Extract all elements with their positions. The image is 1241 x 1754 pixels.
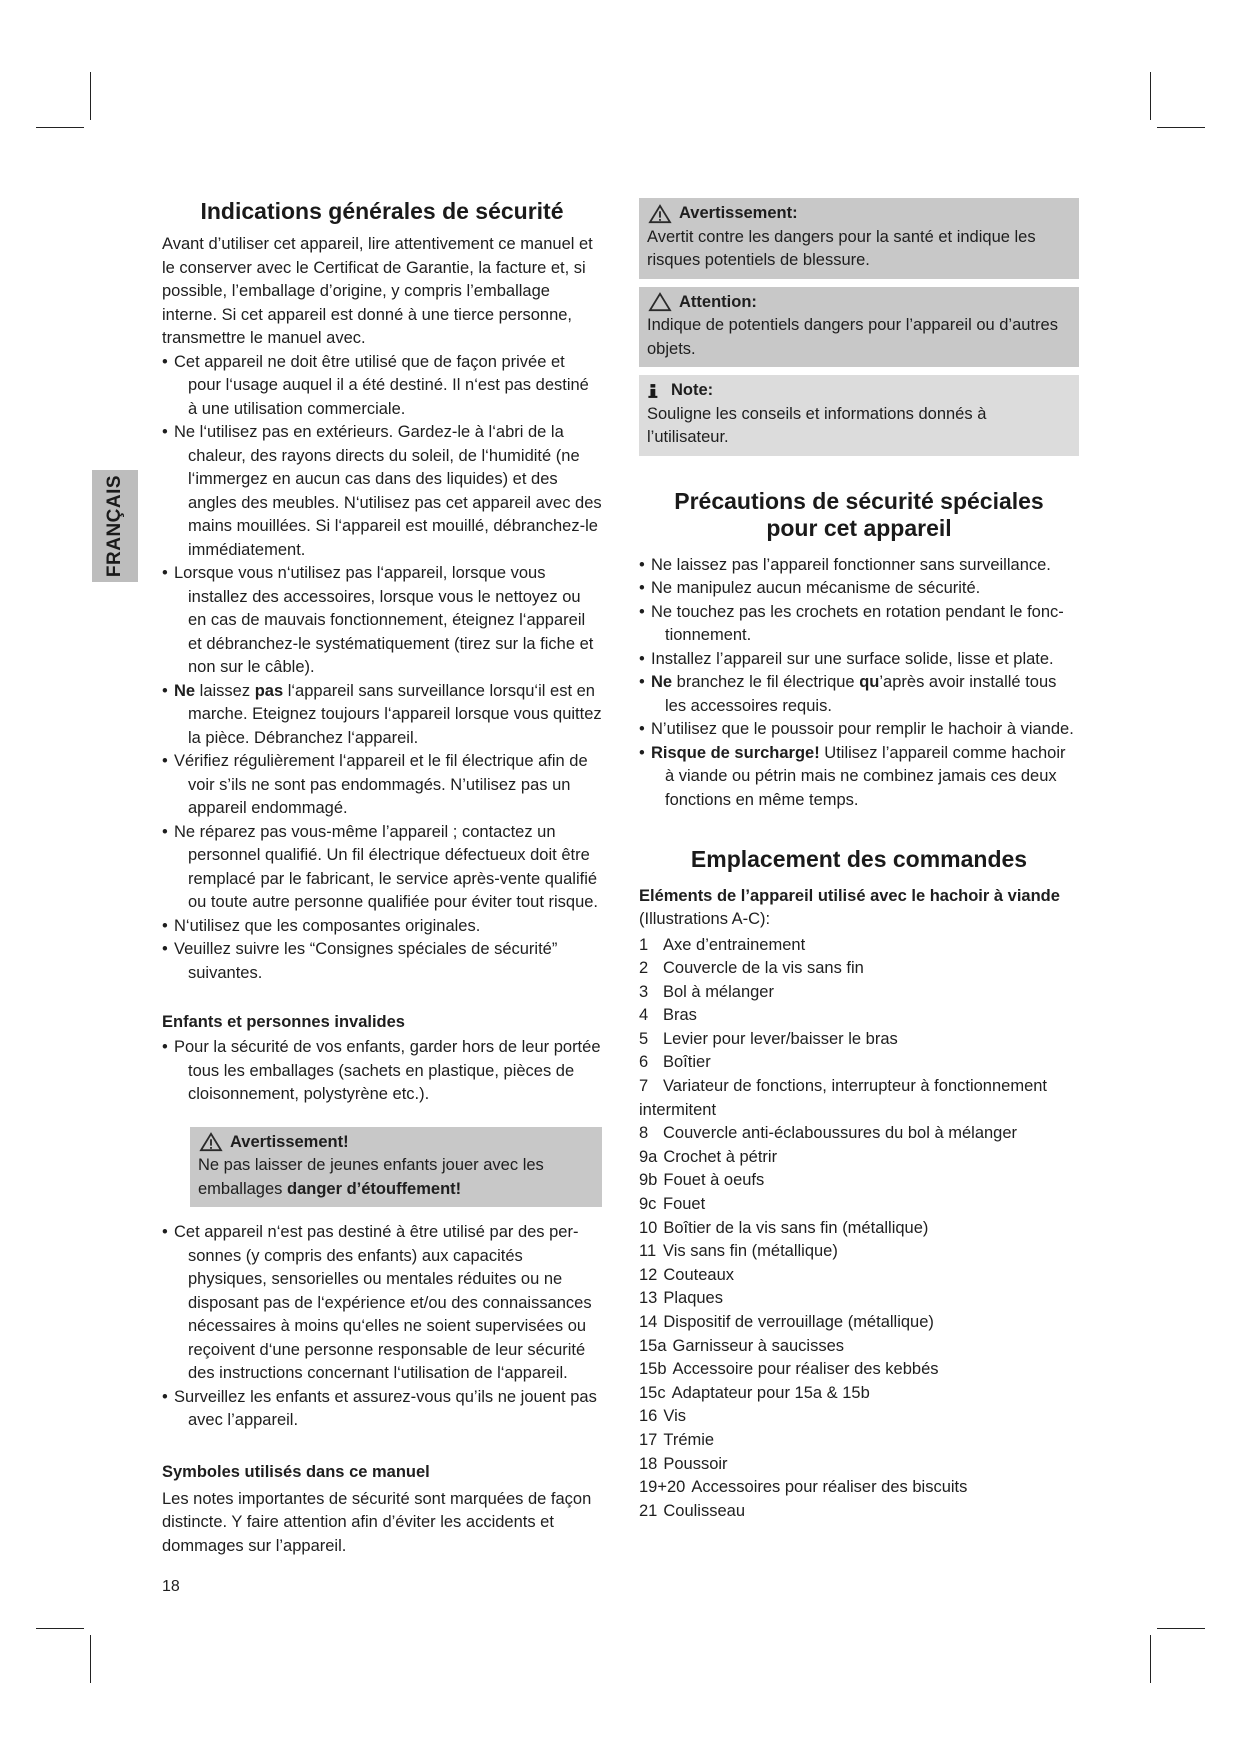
part-label: Bras: [663, 1006, 697, 1025]
children-warning-box: [190, 1127, 602, 1208]
elements-sub: (Illustrations A-C):: [639, 910, 771, 928]
part-number: 10: [639, 1218, 658, 1237]
part-item: [639, 1240, 1079, 1264]
info-icon: [647, 381, 665, 401]
part-label: Vis: [663, 1407, 686, 1426]
right-column: [639, 198, 1079, 1523]
part-label: Fouet à oeufs: [663, 1171, 765, 1190]
general-safety-title: Indications générales de sécurité: [200, 198, 564, 224]
controls-title: Emplacement des commandes: [690, 846, 1028, 872]
list-item: • Cet appareil ne doit être utilisé que de façon privée et pour l‘usage auquel il a été destiné. Il n‘est pas destiné à une utilisation commerciale.: [162, 351, 602, 422]
precautions-title: Précautions de sécurité spéciales pour cet appareil: [674, 487, 1044, 541]
part-item: [639, 1476, 1079, 1500]
legend-attention-box: [639, 287, 1079, 368]
language-tab-label: FRANÇAIS: [104, 474, 126, 578]
precautions-list: [639, 554, 1079, 813]
part-number: 13: [639, 1289, 658, 1308]
list-item: • Vérifiez régulièrement l‘appareil et le fil électrique afin de voir s’ils ne sont pas endommagés. N’utilisez pas un appareil endommagé.: [162, 750, 602, 821]
crop-mark: [36, 1628, 84, 1629]
part-label: Dispositif de verrouillage (métallique): [663, 1313, 934, 1331]
part-number: 6: [639, 1053, 649, 1072]
language-tab: [92, 470, 138, 582]
list-item: • N’utilisez que le poussoir pour remplir le hachoir à viande.: [639, 718, 1079, 742]
list-item: • Ne branchez le fil électrique qu’après avoir installé tous les accessoires requis.: [639, 671, 1079, 718]
list-item: • Ne réparez pas vous-même l’appareil ; contactez un personnel qualifié. Un fil électrique défectueux doit être remplacé par le fabricant, le service après-vente qualifié ou toute autre personne qualifiée pour éviter tout risque.: [162, 821, 602, 915]
list-item: • Ne l‘utilisez pas en extérieurs. Gardez-le à l‘abri de la chaleur, des rayons directs du soleil, de l‘humidité (ne l‘immergez en aucun cas dans des liquides) et des angles des meubles. N‘utilisez pas cet appareil avec des mains mouillées. Si l‘appareil est mouillé, débranchez-le immédiatement.: [162, 421, 602, 562]
part-label: Accessoire pour réaliser des kebbés: [672, 1360, 939, 1379]
part-label: Levier pour lever/baisser le bras: [663, 1029, 898, 1048]
list-item: • Cet appareil n‘est pas destiné à être utilisé par des personnes (y compris des enfants) aux capacités physiques, sensorielles ou mentales réduites ou ne disposant pas de l‘expérience et/ou des connaissances nécessaires à moins qu‘elles ne soient supervisées ou reçoivent d‘une personne responsable de leur sécurité des instructions concernant l‘utilisation de l‘appareil.: [162, 1221, 602, 1386]
box-text: Souligne les conseils et informations donnés à l’utilisateur.: [647, 404, 987, 446]
children-list: [162, 1036, 602, 1107]
part-item: [639, 1264, 1079, 1288]
part-number: 15c: [639, 1383, 666, 1402]
intro-paragraph: Avant d’utiliser cet appareil, lire attentivement ce manuel et le conserver avec le Certificat de Garantie, la facture et, si possible, l’emballage d’origine, y compris l’emballage interne. Si cet appareil est donné à une tierce personne, transmettre le manuel avec.: [162, 235, 593, 347]
part-item: [639, 1146, 1079, 1170]
part-label: Crochet à pétrir: [663, 1147, 778, 1166]
part-label: Accessoires pour réaliser des biscuits: [691, 1478, 968, 1497]
part-item: [639, 1217, 1079, 1241]
part-item: [639, 957, 1079, 981]
warning-icon: [647, 204, 673, 224]
box-title: Avertissement:: [679, 204, 798, 222]
part-item: [639, 1028, 1079, 1052]
part-number: 11: [639, 1242, 657, 1261]
list-item: • Ne manipulez aucun mécanisme de sécurité.: [639, 577, 1079, 601]
symbols-heading: Symboles utilisés dans ce manuel: [162, 1462, 430, 1481]
left-column: [162, 198, 602, 1558]
part-label: Couteaux: [663, 1265, 734, 1284]
part-label: Trémie: [663, 1430, 715, 1449]
part-number: 9a: [639, 1147, 658, 1166]
crop-mark: [1157, 127, 1205, 128]
part-item: [639, 1122, 1079, 1146]
list-item: • Ne laissez pas l’appareil fonctionner sans surveillance.: [639, 554, 1079, 578]
part-number: 16: [639, 1407, 658, 1426]
part-item: [639, 1075, 1079, 1122]
part-number: 21: [639, 1501, 658, 1520]
part-label: Vis sans fin (métallique): [663, 1242, 838, 1261]
part-item: [639, 1453, 1079, 1477]
part-number: 14: [639, 1313, 658, 1331]
part-label: Plaques: [663, 1289, 723, 1308]
list-item: • Surveillez les enfants et assurez-vous qu’ils ne jouent pas avec l’appareil.: [162, 1386, 602, 1433]
part-label: Coulisseau: [663, 1501, 745, 1520]
part-label: Bol à mélanger: [663, 982, 774, 1001]
part-item: [639, 1287, 1079, 1311]
part-item: [639, 1004, 1079, 1028]
part-label: Couvercle anti-éclaboussures du bol à mélanger: [663, 1124, 1018, 1143]
attention-icon: [647, 292, 673, 312]
part-item: [639, 934, 1079, 958]
part-number: 1: [639, 935, 649, 954]
part-number: 15a: [639, 1336, 667, 1355]
part-label: Boîtier de la vis sans fin (métallique): [663, 1218, 929, 1237]
part-number: 3: [639, 982, 649, 1001]
elements-heading: Eléments de l’appareil utilisé avec le hachoir à viande: [639, 887, 1060, 905]
list-item: • Installez l’appareil sur une surface solide, lisse et plate.: [639, 648, 1079, 672]
box-title: Note:: [671, 381, 714, 399]
part-item: [639, 1500, 1079, 1524]
parts-list: [639, 934, 1079, 1524]
part-item: [639, 1358, 1079, 1382]
list-item: • Ne laissez pas l‘appareil sans surveillance lorsqu‘il est en marche. Eteignez toujours l‘appareil lorsque vous quittez la pièce. Débranchez l‘appareil.: [162, 680, 602, 751]
box-title: Attention:: [679, 292, 757, 311]
part-item: [639, 1051, 1079, 1075]
list-item: • Lorsque vous n‘utilisez pas l‘appareil, lorsque vous installez des accessoires, lorsque vous le nettoyez ou en cas de mauvais fonctionnement, éteignez l‘appareil et débranchez-le systématiquement (tirez sur la fiche et non sur le câble).: [162, 562, 602, 680]
part-label: Couvercle de la vis sans fin: [663, 959, 864, 978]
list-item: • Pour la sécurité de vos enfants, garder hors de leur portée tous les emballages (sachets en plastique, pièces de cloisonnement, polystyrène etc.).: [162, 1036, 602, 1107]
part-number: 19+20: [639, 1478, 686, 1497]
crop-mark: [1150, 1635, 1151, 1683]
part-number: 8: [639, 1124, 649, 1143]
part-number: 9c: [639, 1195, 657, 1214]
part-label: Garnisseur à saucisses: [672, 1336, 845, 1355]
crop-mark: [36, 127, 84, 128]
part-number: 17: [639, 1430, 658, 1449]
part-label: Boîtier: [663, 1053, 711, 1072]
part-number: 18: [639, 1454, 658, 1473]
part-number: 4: [639, 1006, 649, 1025]
part-item: [639, 1335, 1079, 1359]
part-number: 15b: [639, 1360, 667, 1379]
box-text: Avertit contre les dangers pour la santé et indique les risques potentiels de blessure.: [647, 227, 1036, 269]
part-item: [639, 1169, 1079, 1193]
part-item: [639, 981, 1079, 1005]
legend-note-box: [639, 375, 1079, 456]
list-item: • Ne touchez pas les crochets en rotation pendant le fonctionnement.: [639, 601, 1079, 648]
part-label: Axe d’entrainement: [663, 935, 806, 954]
page-number: 18: [162, 1578, 180, 1595]
list-item: • N‘utilisez que les composantes originales.: [162, 915, 602, 939]
warning-icon: [198, 1132, 224, 1152]
crop-mark: [1157, 1628, 1205, 1629]
part-number: 9b: [639, 1171, 658, 1190]
box-text: Ne pas laisser de jeunes enfants jouer avec les emballages danger d’étouffement!: [198, 1156, 544, 1198]
symbols-paragraph: Les notes importantes de sécurité sont marquées de façon distincte. Y faire attention afin d’éviter les accidents et dommages sur l’appareil.: [162, 1489, 592, 1555]
part-item: [639, 1193, 1079, 1217]
list-item: • Veuillez suivre les “Consignes spéciales de sécurité” suivantes.: [162, 938, 602, 985]
part-item: [639, 1405, 1079, 1429]
children-list-2: [162, 1221, 602, 1433]
part-item: [639, 1429, 1079, 1453]
legend-warning-box: [639, 198, 1079, 279]
part-number: 12: [639, 1265, 658, 1284]
part-number: 7: [639, 1077, 649, 1096]
box-text: Indique de potentiels dangers pour l’appareil ou d’autres objets.: [647, 316, 1058, 358]
list-item: • Risque de surcharge! Utilisez l’appareil comme hachoir à viande ou pétrin mais ne combinez jamais ces deux fonctions en même temps.: [639, 742, 1079, 813]
part-item: [639, 1382, 1079, 1406]
part-label: Variateur de fonctions, interrupteur à fonctionnement intermitent: [639, 1077, 1048, 1119]
part-number: 5: [639, 1029, 649, 1048]
part-label: Fouet: [663, 1195, 706, 1214]
part-label: Adaptateur pour 15a & 15b: [671, 1383, 870, 1402]
crop-mark: [90, 72, 91, 120]
part-item: [639, 1311, 1079, 1335]
box-title: Avertissement!: [230, 1132, 349, 1151]
children-heading: Enfants et personnes invalides: [162, 1013, 405, 1031]
part-number: 2: [639, 959, 649, 978]
crop-mark: [90, 1635, 91, 1683]
general-safety-list: [162, 351, 602, 986]
crop-mark: [1150, 72, 1151, 120]
part-label: Poussoir: [663, 1454, 728, 1473]
